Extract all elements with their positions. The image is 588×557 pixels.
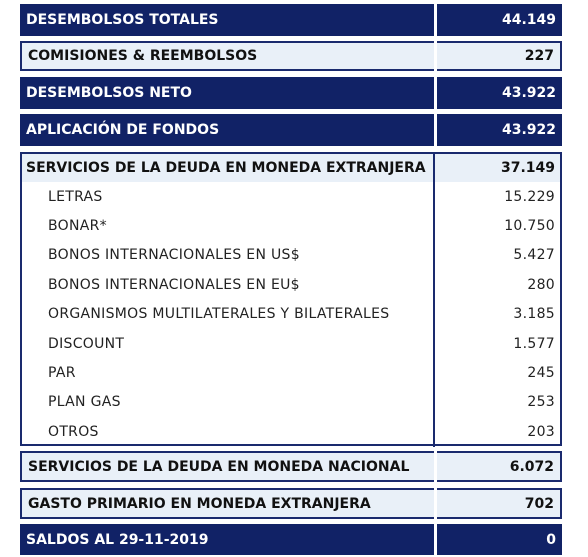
- row-label: SALDOS AL 29-11-2019: [20, 524, 434, 555]
- item-label: BONOS INTERNACIONALES EN US$: [22, 241, 435, 270]
- row-value: 227: [437, 41, 562, 71]
- item-value: 1.577: [513, 335, 555, 352]
- row-aplicacion-fondos: [20, 114, 562, 146]
- row-saldos: [20, 524, 562, 555]
- detail-item: [22, 270, 560, 299]
- row-servicios-moneda-nacional: [20, 451, 562, 482]
- row-comisiones: [20, 41, 562, 71]
- row-value: 6.072: [437, 451, 562, 482]
- item-label: LETRAS: [22, 182, 435, 211]
- row-label: COMISIONES & REEMBOLSOS: [20, 41, 434, 71]
- row-label: APLICACIÓN DE FONDOS: [20, 114, 434, 146]
- item-label: DISCOUNT: [22, 329, 435, 358]
- detail-header: [22, 154, 560, 182]
- item-label: OTROS: [22, 417, 435, 446]
- servicios-moneda-extranjera-table: [20, 152, 562, 446]
- detail-item: [22, 300, 560, 329]
- detail-item: [22, 241, 560, 270]
- item-value: 280: [527, 276, 555, 293]
- item-value: 15.229: [504, 188, 555, 205]
- item-value: 253: [527, 394, 555, 411]
- detail-header-value: 37.149: [500, 160, 555, 176]
- item-value: 245: [527, 365, 555, 382]
- item-label: PLAN GAS: [22, 388, 435, 417]
- row-label: DESEMBOLSOS NETO: [20, 77, 434, 109]
- row-label: SERVICIOS DE LA DEUDA EN MONEDA NACIONAL: [20, 451, 434, 482]
- detail-item: [22, 329, 560, 358]
- item-value: 3.185: [513, 306, 555, 323]
- row-value: 702: [437, 488, 562, 519]
- item-label: ORGANISMOS MULTILATERALES Y BILATERALES: [22, 300, 435, 329]
- detail-item: [22, 182, 560, 211]
- item-value: 203: [527, 423, 555, 440]
- detail-item: [22, 417, 560, 446]
- row-desembolsos-totales: [20, 4, 562, 36]
- item-label: BONAR*: [22, 211, 435, 240]
- row-value: 0: [437, 524, 562, 555]
- row-desembolsos-neto: [20, 77, 562, 109]
- item-value: 10.750: [504, 218, 555, 235]
- item-label: PAR: [22, 358, 435, 387]
- row-value: 44.149: [437, 4, 562, 36]
- detail-item: [22, 388, 560, 417]
- detail-header-label: SERVICIOS DE LA DEUDA EN MONEDA EXTRANJERA: [22, 154, 435, 182]
- detail-item: [22, 211, 560, 240]
- row-gasto-primario: [20, 488, 562, 519]
- item-value: 5.427: [513, 247, 555, 264]
- row-value: 43.922: [437, 77, 562, 109]
- detail-item: [22, 358, 560, 387]
- row-label: DESEMBOLSOS TOTALES: [20, 4, 434, 36]
- item-label: BONOS INTERNACIONALES EN EU$: [22, 270, 435, 299]
- row-value: 43.922: [437, 114, 562, 146]
- row-label: GASTO PRIMARIO EN MONEDA EXTRANJERA: [20, 488, 434, 519]
